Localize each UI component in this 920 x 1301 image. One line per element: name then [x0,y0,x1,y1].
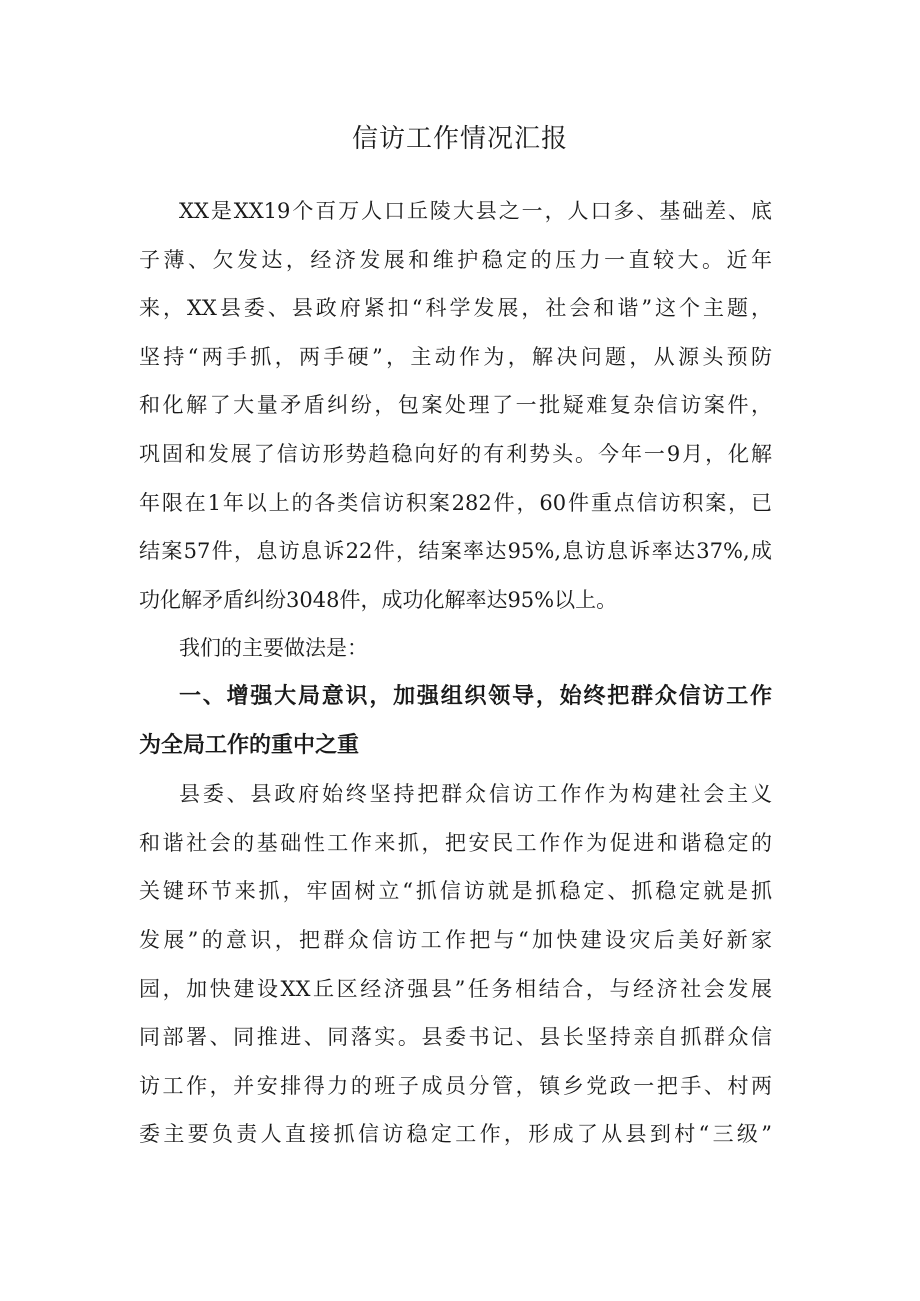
heading-line: 一、增强大局意识，加强组织领导，始终把群众信访工作 [179,683,772,709]
paragraph-line: 子薄、欠发达，经济发展和维护稳定的压力一直较大。近年 [139,247,772,272]
paragraph-line: 关键环节来抓，牢固树立“抓信访就是抓稳定、抓稳定就是抓 [139,879,772,904]
paragraph-section-1 [139,770,772,1159]
paragraph-intro [139,187,772,624]
paragraph-main-practices: 我们的主要做法是： [179,636,368,661]
document-body [139,187,772,1159]
paragraph-line: 园，加快建设XX丘区经济强县”任务相结合，与经济社会发展 [139,976,772,1001]
paragraph-line: 功化解矛盾纠纷3048件，成功化解率达95%以上。 [139,587,618,612]
paragraph-line: 访工作，并安排得力的班子成员分管，镇乡党政一把手、村两 [139,1073,772,1098]
paragraph-line: 和谐社会的基础性工作来抓，把安民工作作为促进和谐稳定的 [139,830,772,855]
paragraph-line: 委主要负责人直接抓信访稳定工作，形成了从县到村“三级” [139,1122,772,1147]
paragraph-line: 坚持“两手抓，两手硬”，主动作为，解决问题，从源头预防 [139,344,772,369]
paragraph-line: 结案57件，息访息诉22件，结案率达95%,息访息诉率达37%,成 [139,539,772,564]
heading-line: 为全局工作的重中之重 [139,732,360,758]
section-heading-1 [139,673,772,770]
paragraph-line: 县委、县政府始终坚持把群众信访工作作为构建社会主义 [179,782,772,807]
paragraph-line: 巩固和发展了信访形势趋稳向好的有利势头。今年一9月，化解 [139,441,772,466]
paragraph-line: 年限在1年以上的各类信访积案282件，60件重点信访积案，已 [139,490,772,515]
paragraph-line: 来，XX县委、县政府紧扣“科学发展，社会和谐”这个主题， [139,296,772,321]
paragraph-line: 和化解了大量矛盾纠纷，包案处理了一批疑难复杂信访案件， [139,393,772,418]
paragraph-line: 同部署、同推进、同落实。县委书记、县长坚持亲自抓群众信 [139,1025,772,1050]
paragraph-line: 发展”的意识，把群众信访工作把与“加快建设灾后美好新家 [139,927,772,952]
document-title: 信访工作情况汇报 [351,124,568,154]
paragraph-line: XX是XX19个百万人口丘陵大县之一，人口多、基础差、底 [179,199,772,223]
